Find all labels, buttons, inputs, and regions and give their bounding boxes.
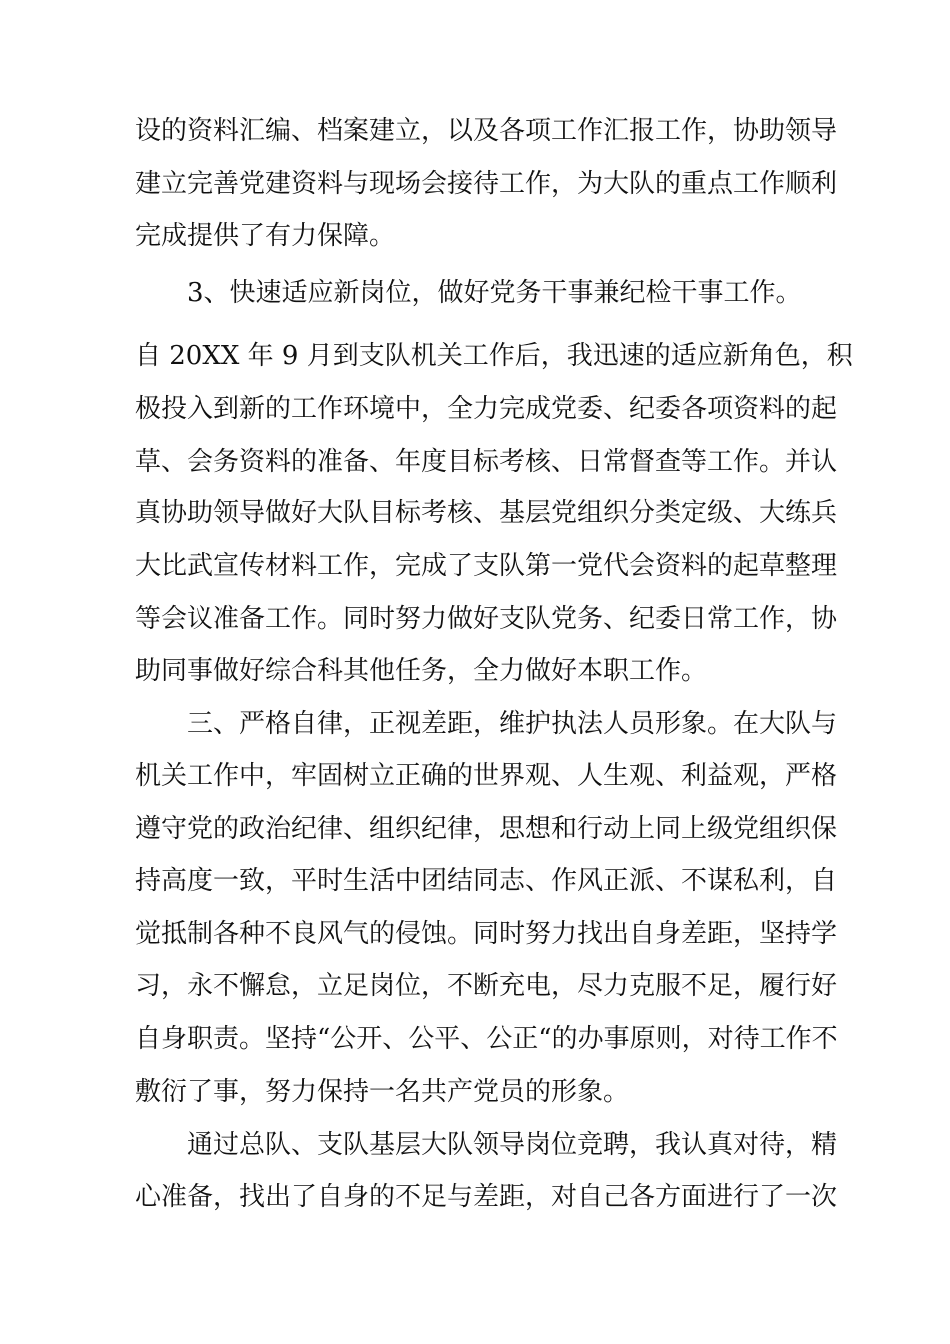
paragraph-start: 三、严格自律，正视差距，维护执法人员形象。在大队与: [187, 709, 838, 739]
text-line: 真协助领导做好大队目标考核、基层党组织分类定级、大练兵: [135, 498, 838, 528]
text-line: 遵守党的政治纪律、组织纪律，思想和行动上同上级党组织保: [135, 814, 838, 844]
text-line: 建立完善党建资料与现场会接待工作，为大队的重点工作顺利: [135, 169, 838, 199]
text-line: 完成提供了有力保障。: [135, 221, 396, 251]
text-line: 草、会务资料的准备、年度目标考核、日常督查等工作。并认: [135, 447, 838, 477]
text-line: 设的资料汇编、档案建立，以及各项工作汇报工作，协助领导: [135, 116, 838, 146]
paragraph-start: 通过总队、支队基层大队领导岗位竞聘，我认真对待，精: [187, 1130, 838, 1160]
text-line: 持高度一致，平时生活中团结同志、作风正派、不谋私利，自: [135, 866, 838, 896]
text-line: 极投入到新的工作环境中，全力完成党委、纪委各项资料的起: [135, 394, 838, 424]
text-line: 自 20XX 年 9 月到支队机关工作后，我迅速的适应新角色，积: [135, 341, 853, 371]
text-line: 自身职责。坚持“公开、公平、公正“的办事原则，对待工作不: [135, 1024, 838, 1054]
text-line: 机关工作中，牢固树立正确的世界观、人生观、利益观，严格: [135, 761, 838, 791]
text-line: 敷衍了事，努力保持一名共产党员的形象。: [135, 1077, 630, 1107]
text-line: 习，永不懈怠，立足岗位，不断充电，尽力克服不足，履行好: [135, 971, 838, 1001]
text-line: 助同事做好综合科其他任务，全力做好本职工作。: [135, 656, 708, 686]
text-line: 心准备，找出了自身的不足与差距，对自己各方面进行了一次: [135, 1182, 838, 1212]
text-line: 觉抵制各种不良风气的侵蚀。同时努力找出自身差距，坚持学: [135, 919, 838, 949]
section-heading: 3、快速适应新岗位，做好党务干事兼纪检干事工作。: [187, 278, 802, 308]
text-line: 大比武宣传材料工作，完成了支队第一党代会资料的起草整理: [135, 551, 838, 581]
text-line: 等会议准备工作。同时努力做好支队党务、纪委日常工作，协: [135, 604, 838, 634]
